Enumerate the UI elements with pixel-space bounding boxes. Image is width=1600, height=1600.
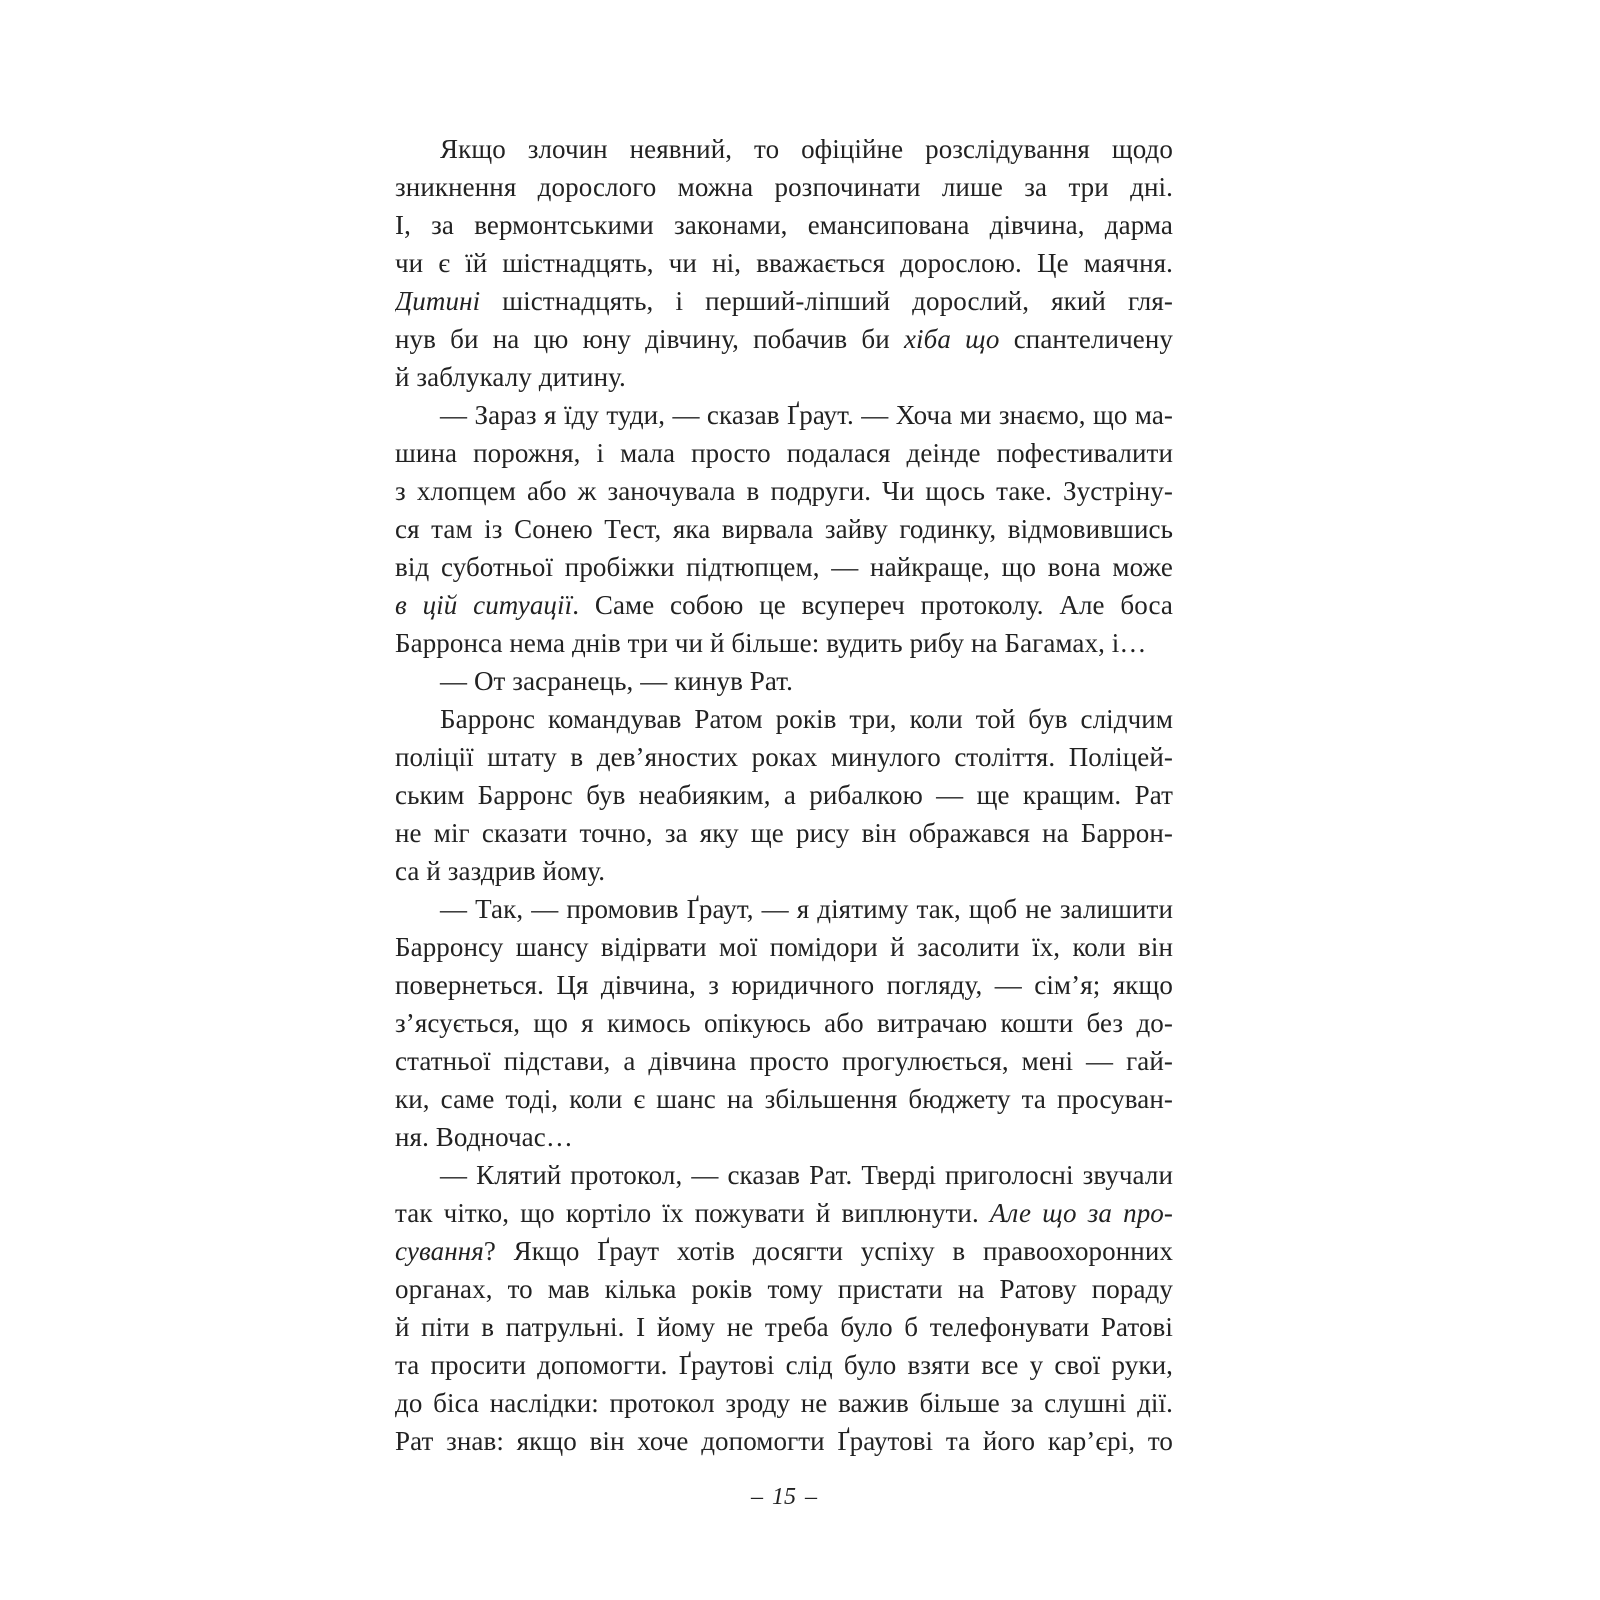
text-segment: ським Барронс був неабияким, а рибалкою — ще кращим. Рат [395,780,1173,810]
text-line [395,472,1173,510]
page-footer [395,1484,1173,1511]
italic-text-segment: в цій ситуації [395,590,573,620]
text-segment: Якщо злочин неявний, то офіційне розслідування щодо [440,134,1173,164]
text-line [395,1194,1173,1232]
text-line [395,662,1173,700]
text-line [395,396,1173,434]
text-segment: зникнення дорослого можна розпочинати лише за три дні. [395,172,1173,202]
text-segment: Барронса нема днів три чи й більше: вудить рибу на Багамах, і… [395,628,1147,658]
footer-dash-left: – [751,1484,763,1510]
text-segment: статньої підстави, а дівчина просто прогулюється, мені — гай- [395,1046,1173,1076]
text-segment: шістнадцять, і перший-ліпший дорослий, який гля- [480,286,1173,316]
text-line [395,510,1173,548]
text-line [395,434,1173,472]
text-segment: . Саме собою це всупереч протоколу. Але боса [572,590,1173,620]
text-segment: — От засранець, — кинув Рат. [440,666,793,696]
text-segment: повернеться. Ця дівчина, з юридичного погляду, — сім’я; якщо [395,970,1173,1000]
text-line [395,890,1173,928]
text-segment: Рат знав: якщо він хоче допомогти Ґраутові та його кар’єрі, то [395,1426,1173,1456]
italic-text-segment: сування [395,1236,484,1266]
text-segment: поліції штату в дев’яностих роках минулого століття. Поліцей- [395,742,1173,772]
footer-dash-right: – [805,1484,817,1510]
italic-text-segment: Але що за про- [989,1198,1173,1228]
text-segment: ня. Водночас… [395,1122,573,1152]
text-line [395,700,1173,738]
text-segment: ? Якщо Ґраут хотів досягти успіху в правоохоронних [483,1236,1173,1266]
text-line [395,206,1173,244]
text-segment: нув би на цю юну дівчину, побачив би [395,324,904,354]
text-line [395,1270,1173,1308]
text-segment: з хлопцем або ж заночувала в подруги. Чи щось таке. Зустріну- [395,476,1173,506]
text-segment: ся там із Сонею Тест, яка вирвала зайву годинку, відмовившись [395,514,1173,544]
text-line [395,1308,1173,1346]
text-segment: не міг сказати точно, за яку ще рису він ображався на Баррон- [395,818,1173,848]
text-line [395,1080,1173,1118]
text-segment: шина порожня, і мала просто подалася деінде пофестивалити [395,438,1173,468]
text-segment: са й заздрив йому. [395,856,606,886]
text-line [395,586,1173,624]
text-line [395,358,1173,396]
text-line [395,1156,1173,1194]
italic-text-segment: хіба що [903,324,1000,354]
text-line [395,320,1173,358]
text-line [395,776,1173,814]
page-text [395,130,1173,1460]
text-segment: й піти в патрульні. І йому не треба було б телефонувати Ратові [395,1312,1173,1342]
text-line [395,624,1173,662]
text-segment: з’ясується, що я кимось опікуюсь або витрачаю кошти без до- [395,1008,1173,1038]
text-line [395,244,1173,282]
text-segment: та просити допомогти. Ґраутові слід було взяти все у свої руки, [395,1350,1173,1380]
text-segment: органах, то мав кілька років тому пристати на Ратову пораду [395,1274,1173,1304]
text-line [395,928,1173,966]
text-line [395,1346,1173,1384]
text-segment: від суботньої пробіжки підтюпцем, — найкраще, що вона може [395,552,1173,582]
text-segment: чи є їй шістнадцять, чи ні, вважається дорослою. Це маячня. [395,248,1173,278]
text-line [395,1422,1173,1460]
text-line [395,1118,1173,1156]
text-line [395,966,1173,1004]
text-segment: Барронс командував Ратом років три, коли той був слідчим [440,704,1173,734]
text-segment: — Клятий протокол, — сказав Рат. Тверді приголосні звучали [440,1160,1173,1190]
text-segment: — Так, — промовив Ґраут, — я діятиму так, щоб не залишити [440,894,1173,924]
text-line [395,1042,1173,1080]
text-line [395,1384,1173,1422]
text-line [395,548,1173,586]
text-segment: ки, саме тоді, коли є шанс на збільшення бюджету та просуван- [395,1084,1173,1114]
text-segment: так чітко, що кортіло їх пожувати й виплюнути. [395,1198,990,1228]
text-line [395,814,1173,852]
text-line [395,168,1173,206]
text-segment: Барронсу шансу відірвати мої помідори й засолити їх, коли він [395,932,1173,962]
text-line [395,738,1173,776]
text-line [395,282,1173,320]
italic-text-segment: Дитині [395,286,481,316]
text-segment: І, за вермонтськими законами, емансипована дівчина, дарма [395,210,1173,240]
text-line [395,1004,1173,1042]
text-segment: до біса наслідки: протокол зроду не важив більше за слушні дії. [395,1388,1173,1418]
text-line [395,1232,1173,1270]
text-segment: — Зараз я їду туди, — сказав Ґраут. — Хоча ми знаємо, що ма- [440,400,1173,430]
text-line [395,852,1173,890]
text-segment: спантеличену [999,324,1173,354]
text-line [395,130,1173,168]
page-number: 15 [772,1484,796,1510]
text-segment: й заблукалу дитину. [395,362,626,392]
